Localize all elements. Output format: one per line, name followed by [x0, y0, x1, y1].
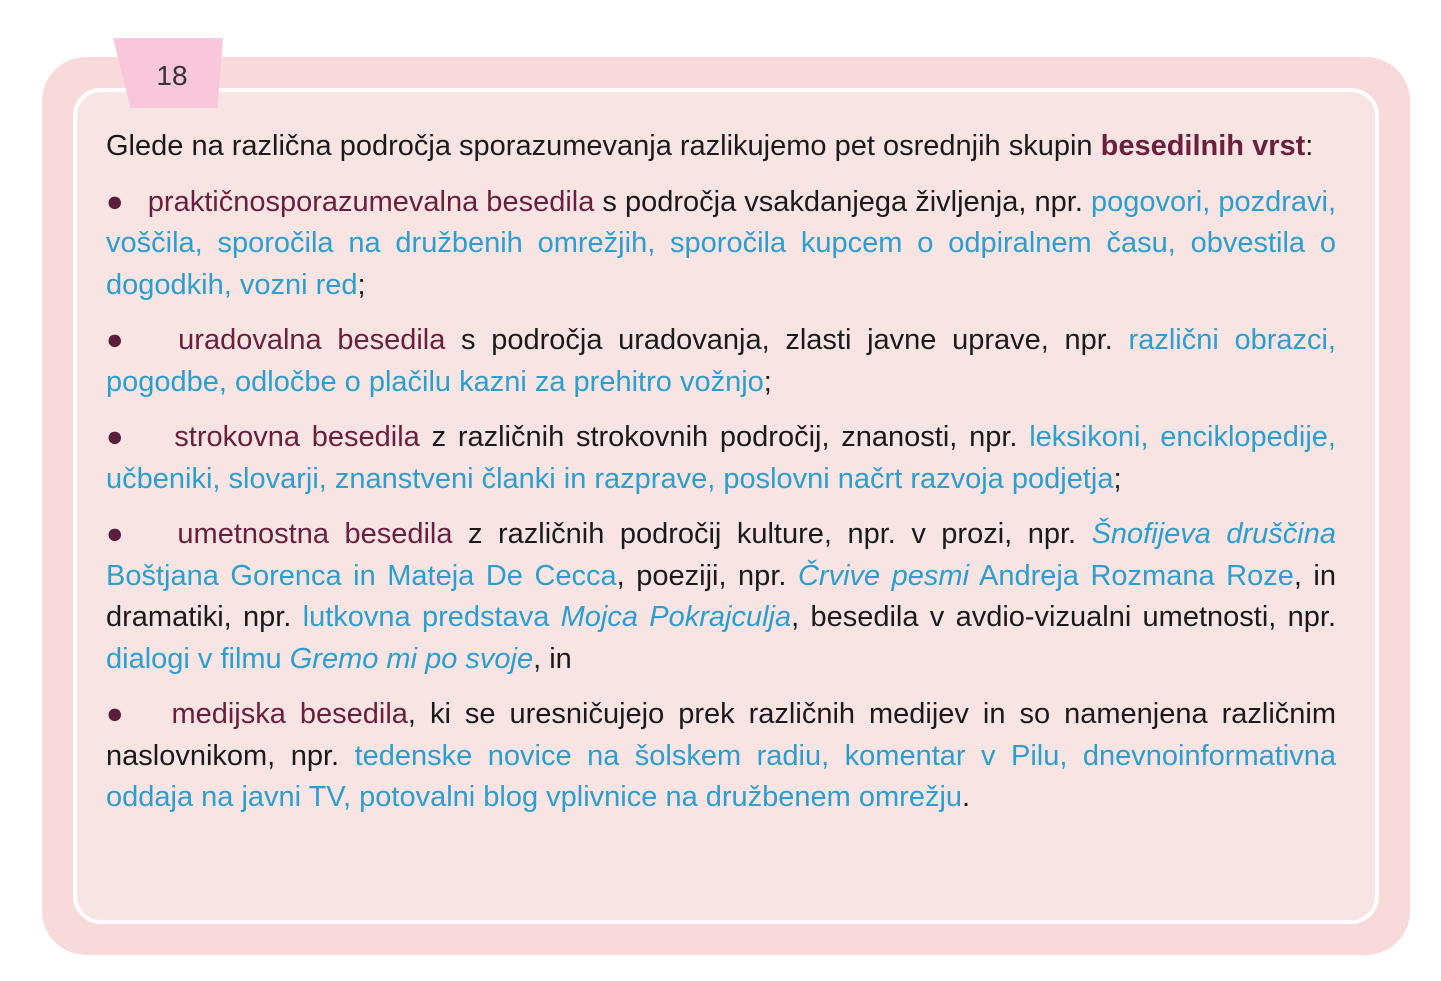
- item-connector: , besedila v avdio-vizualni umetnosti, npr.: [791, 601, 1336, 633]
- bullet-icon: ●: [106, 421, 128, 453]
- item-examples: različni obrazci, pogodbe, odločbe o plačilu kazni za prehitro vožnjo: [106, 324, 1336, 398]
- item-term: strokovna besedila: [174, 421, 420, 453]
- example-title: Šnofijeva druščina: [1091, 518, 1336, 550]
- list-item: [106, 694, 1336, 819]
- item-term: uradovalna besedila: [178, 324, 446, 356]
- item-connector: , poeziji, npr.: [616, 559, 798, 592]
- example-text: dialogi v filmu: [106, 642, 290, 675]
- item-end: .: [962, 781, 971, 813]
- item-end: ;: [763, 365, 772, 398]
- item-desc: z različnih strokovnih področij, znanosti, npr.: [419, 421, 1030, 453]
- item-desc: z različnih področij kulture, npr. v prozi, npr.: [452, 518, 1092, 550]
- item-connector: , in dramatiki, npr.: [106, 559, 1336, 633]
- bullet-icon: ●: [106, 698, 130, 730]
- intro-text: Glede na različna področja sporazumevanja razlikujemo pet osrednjih skupin: [106, 130, 1101, 162]
- example-author: Andreja Rozmana Roze: [969, 559, 1294, 592]
- list-item: [106, 320, 1336, 403]
- bullet-icon: ●: [106, 518, 131, 550]
- item-end: ;: [357, 268, 366, 301]
- list-item: [106, 417, 1336, 500]
- item-desc: s področja uradovanja, zlasti javne uprave, npr.: [445, 324, 1129, 356]
- item-end: ;: [1113, 462, 1122, 495]
- item-term: medijska besedila: [171, 698, 408, 730]
- item-end: , in: [533, 642, 572, 675]
- intro-paragraph: [106, 126, 1336, 168]
- page-number: 18: [156, 60, 188, 91]
- item-examples: pogovori, pozdravi, voščila, sporočila na družbenih omrežjih, sporočila kupcem o odpiralnem času, obvestila o dogodkih, vozni red: [106, 185, 1337, 301]
- item-examples: leksikoni, enciklopedije, učbeniki, slovarji, znanstveni članki in razprave, poslovni načrt razvoja podjetja: [106, 421, 1336, 495]
- example-title: Gremo mi po svoje: [289, 642, 534, 675]
- item-desc: , ki se uresničujejo prek različnih medijev in so namenjena različnim naslovnikom, npr.: [106, 698, 1336, 772]
- item-term: praktičnosporazumevalna besedila: [147, 185, 595, 218]
- item-examples: tedenske novice na šolskem radiu, komentar v Pilu, dnevnoinformativna oddaja na javni TV, potovalni blog vplivnice na družbenem omrežju: [106, 739, 1336, 813]
- example-text: lutkovna predstava: [302, 601, 561, 633]
- intro-end: :: [1305, 130, 1314, 162]
- bullet-icon: ●: [106, 185, 124, 218]
- content-body: [106, 126, 1336, 819]
- bullet-icon: ●: [106, 324, 132, 356]
- intro-bold-term: besedilnih vrst: [1100, 130, 1306, 162]
- item-desc: s področja vsakdanjega življenja, npr.: [594, 185, 1091, 218]
- item-term: umetnostna besedila: [177, 518, 453, 550]
- example-author: Boštjana Gorenca in Mateja De Cecca: [106, 559, 617, 592]
- list-item: [106, 182, 1336, 307]
- example-title: Mojca Pokrajculja: [560, 601, 792, 633]
- list-item: [106, 514, 1336, 680]
- example-title: Črvive pesmi: [797, 559, 970, 592]
